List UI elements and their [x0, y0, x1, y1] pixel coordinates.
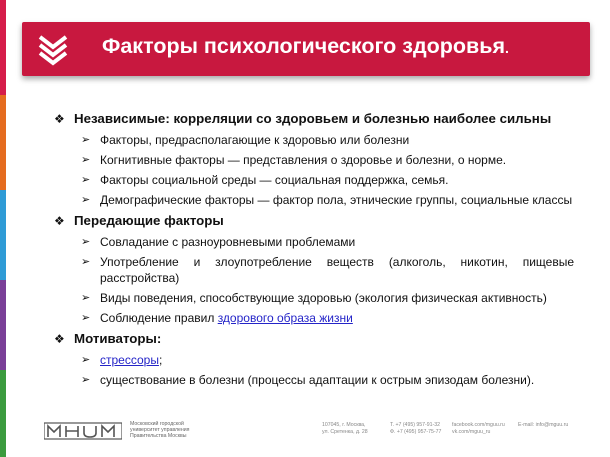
- arrow-bullet-icon: ➢: [81, 154, 91, 166]
- list-item: ➢ Когнитивные факторы — представления о здоровье и болезни, о норме.: [81, 153, 507, 167]
- section-heading: ❖ Мотиваторы:: [54, 331, 162, 346]
- arrow-bullet-icon: ➢: [81, 174, 91, 186]
- list-item: ➢ Виды поведения, способствующие здоровью (экология физическая активность): [81, 291, 547, 305]
- side-stripe-orange: [0, 95, 6, 190]
- section-heading: ❖ Независимые: корреляции со здоровьем и болезнью наиболее сильны: [54, 111, 552, 126]
- list-item: ➢ Факторы, предрасполагающие к здоровью или болезни: [81, 133, 410, 147]
- footer-email[interactable]: E-mail: info@mguu.ru: [518, 422, 569, 428]
- side-stripe-blue: [0, 190, 6, 280]
- footer: [44, 418, 590, 446]
- list-item: ➢ существование в болезни (процессы адаптации к острым эпизодам болезни).: [81, 373, 535, 387]
- arrow-bullet-icon: ➢: [81, 256, 91, 268]
- arrow-bullet-icon: ➢: [81, 292, 91, 304]
- diamond-bullet-icon: ❖: [54, 214, 65, 228]
- facebook-link[interactable]: facebook.com/mguu.ru: [452, 422, 505, 428]
- arrow-bullet-icon: ➢: [81, 236, 91, 248]
- side-stripe-red: [0, 0, 6, 95]
- list-item: ➢ Совладание с разноуровневыми проблемами: [81, 235, 356, 249]
- diamond-bullet-icon: ❖: [54, 112, 65, 126]
- healthy-lifestyle-link[interactable]: здорового образа жизни: [217, 311, 353, 325]
- diamond-bullet-icon: ❖: [54, 332, 65, 346]
- list-item: ➢ Соблюдение правил здорового образа жизни: [81, 311, 353, 325]
- stressors-link[interactable]: стрессоры: [100, 353, 159, 367]
- footer-address: 107045, г. Москва, ул. Сретенка, д. 28: [322, 422, 368, 435]
- arrow-bullet-icon: ➢: [81, 134, 91, 146]
- footer-social: [452, 422, 505, 436]
- chevrons-down-icon: [36, 32, 70, 66]
- side-stripe-green: [0, 370, 6, 457]
- footer-phones: Т. +7 (495) 957-91-32 Ф. +7 (495) 957-75-77: [390, 422, 442, 435]
- arrow-bullet-icon: ➢: [81, 312, 91, 324]
- org-name: Московский городской университет управления Правительства Москвы: [130, 421, 190, 439]
- university-logo-icon: [44, 421, 122, 441]
- arrow-bullet-icon: ➢: [81, 194, 91, 206]
- list-item: ➢ Употребление и злоупотребление веществ (алкоголь, никотин, пищевые расстройства): [81, 255, 574, 285]
- bullet-content: [54, 110, 574, 392]
- arrow-bullet-icon: ➢: [81, 354, 91, 366]
- list-item: ➢ стрессоры;: [81, 353, 163, 367]
- page-title: Факторы психологического здоровья.: [102, 34, 509, 58]
- vk-link[interactable]: vk.com/mguu_ru: [452, 429, 491, 435]
- title-banner: [22, 22, 590, 76]
- list-item: ➢ Факторы социальной среды — социальная поддержка, семья.: [81, 173, 449, 187]
- side-stripe-purple: [0, 280, 6, 370]
- section-heading: ❖ Передающие факторы: [54, 213, 224, 228]
- arrow-bullet-icon: ➢: [81, 374, 91, 386]
- list-item: ➢ Демографические факторы — фактор пола, этнические группы, социальные классы: [81, 193, 573, 207]
